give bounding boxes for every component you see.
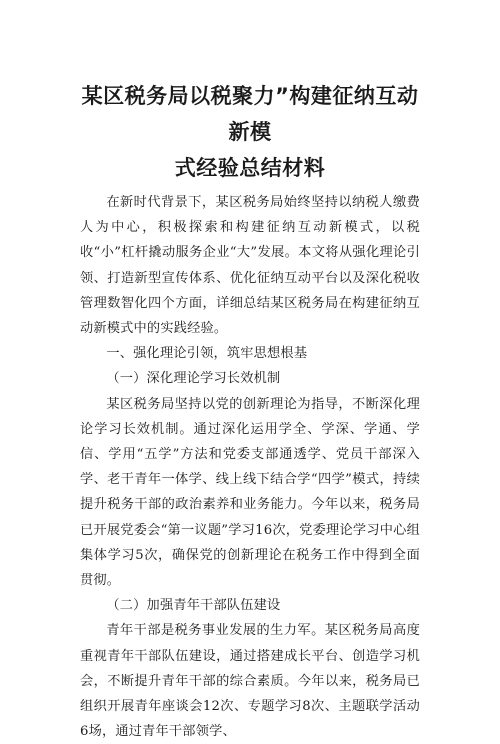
subsection-2-body: 青年干部是税务事业发展的生力军。某区税务局高度重视青年干部队伍建设，通过搭建成长平台、创造学习机会，不断提升青年干部的综合素质。今年以来，税务局已组织开展青年座谈会12次、专题学习8次、主题联学活动6场，通过青年干部领学、 — [80, 623, 420, 740]
section-1-heading: 一、强化理论引领，筑牢思想根基 — [106, 346, 308, 362]
title-line-1: 某区税务局以税聚力”构建征纳互动新模 — [81, 84, 419, 144]
subsection-2-heading: （二）加强青年干部队伍建设 — [106, 598, 281, 614]
title-line-2: 式经验总结材料 — [174, 156, 326, 180]
subsection-1-heading: （一）深化理论学习长效机制 — [106, 371, 281, 387]
subsection-1-body: 某区税务局坚持以党的创新理论为指导，不断深化理论学习长效机制。通过深化运用学全、学深、学通、学信、学用“五学”方法和党委支部通透学、党员干部深入学、老干青年一体学、线上线下结合学“四学”模式，持续提升税务干部的政治素养和业务能力。今年以来，税务局已开展党委会“第一议题”学习16次，党委理论学习中心组集体学习5次，确保党的创新理论在税务工作中得到全面贯彻。 — [80, 396, 420, 589]
intro-paragraph: 在新时代背景下，某区税务局始终坚持以纳税人缴费人为中心，积极探索和构建征纳互动新模式，以税收“小”杠杆撬动服务企业“大”发展。本文将从强化理论引领、打造新型宣传体系、优化征纳互动平台以及深化税收管理数智化四个方面，详细总结某区税务局在构建征纳互动新模式中的实践经验。 — [80, 195, 420, 337]
document-title — [76, 78, 424, 186]
